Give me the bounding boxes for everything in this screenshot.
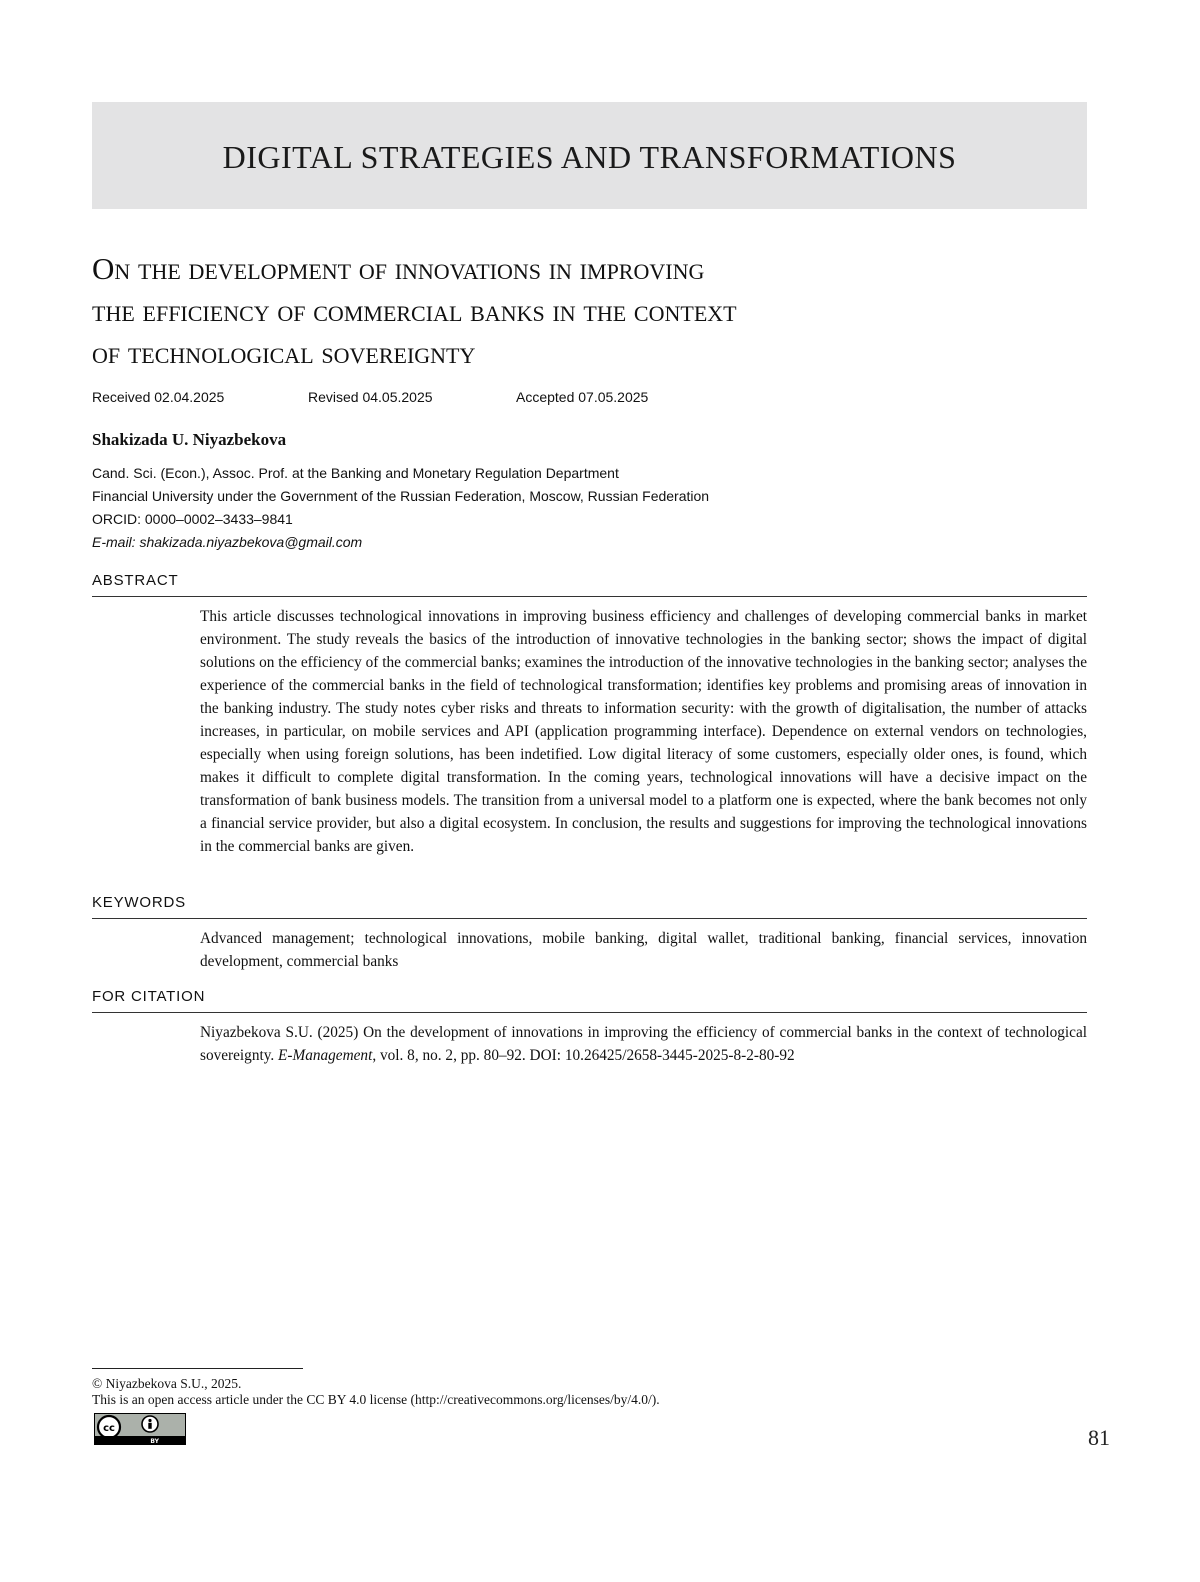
footnote-divider	[92, 1368, 303, 1369]
author-affiliation	[92, 462, 709, 554]
copyright-notice: © Niyazbekova S.U., 2025.	[92, 1376, 660, 1392]
cc-logo-icon	[98, 1416, 120, 1438]
page-number: 81	[1088, 1425, 1110, 1451]
footnote	[92, 1376, 660, 1408]
cc-by-license-badge[interactable]	[94, 1413, 186, 1445]
author-position: Cand. Sci. (Econ.), Assoc. Prof. at the Banking and Monetary Regulation Department	[92, 462, 709, 485]
revised-date: Revised 04.05.2025	[308, 389, 433, 405]
section-banner	[92, 102, 1087, 209]
journal-name: E-Management	[278, 1047, 372, 1064]
author-orcid[interactable]: ORCID: 0000–0002–3433–9841	[92, 508, 709, 531]
license-notice[interactable]: This is an open access article under the CC BY 4.0 license (http://creativecommons.org/licenses/by/4.0/).	[92, 1392, 660, 1408]
citation-text	[200, 1021, 1087, 1067]
received-date: Received 02.04.2025	[92, 389, 224, 405]
keywords-heading: KEYWORDS	[92, 894, 1087, 919]
citation-text-after: , vol. 8, no. 2, pp. 80–92. DOI: 10.26425/2658-3445-2025-8-2-80-92	[372, 1047, 794, 1064]
svg-text:cc: cc	[103, 1423, 115, 1434]
abstract-heading: ABSTRACT	[92, 572, 1087, 597]
citation-heading: FOR CITATION	[92, 988, 1087, 1013]
title-line: the efficiency of commercial banks in the context	[92, 290, 992, 332]
author-name: Shakizada U. Niyazbekova	[92, 430, 286, 450]
title-line: of technological sovereignty	[92, 332, 992, 374]
article-title	[92, 248, 992, 374]
citation-text-before: Niyazbekova S.U. (2025) On the development of innovations in improving the efficiency of commercial banks in the context of technological sovereignty.	[200, 1024, 1087, 1064]
keywords-text: Advanced management; technological innovations, mobile banking, digital wallet, traditional banking, financial services, innova­tion development, commercial banks	[200, 927, 1087, 973]
abstract-text: This article discusses technological innovations in improving business efficiency and challenges of developing commercial banks in market environment. The study reveals the basics of the introduction of innovative technologies in the banking sector; shows the impact of digital solutions on the efficiency of the commercial banks; examines the introduction of the innovative technologies in the banking sector; analyses the experience of the commercial banks in the field of technological transformation; identifies key problems and promising areas of innovation in the banking industry. The study notes cyber risks and threats to information security: with the growth of digitalisation, the number of attacks increases, in particular, on mobile services and API (application programming interface). Dependence on external vendors on technologies, especially when using foreign solutions, has been indetified. Low digital literacy of some customers, especially older ones, is found, which makes it difficult to complete digital transformation. In the coming years, technological innovations will have a decisive impact on the transformation of bank business models. The transition from a universal model to a platform one is expected, where the bank becomes not only a financial service provider, but also a digital ecosystem. In conclusion, the results and suggestions for improving the technological innovations in the commercial banks are given.	[200, 605, 1087, 858]
badge-by-label: BY	[150, 1438, 159, 1445]
accepted-date: Accepted 07.05.2025	[516, 389, 648, 405]
author-email[interactable]: E-mail: shakizada.niyazbekova@gmail.com	[92, 531, 709, 554]
section-title: DIGITAL STRATEGIES AND TRANSFORMATIONS	[223, 139, 957, 176]
title-line: On the development of innovations in improving	[92, 248, 992, 290]
attribution-person-icon	[142, 1416, 158, 1432]
author-institution: Financial University under the Government of the Russian Federation, Moscow, Russian Federation	[92, 485, 709, 508]
badge-strip	[95, 1436, 185, 1444]
